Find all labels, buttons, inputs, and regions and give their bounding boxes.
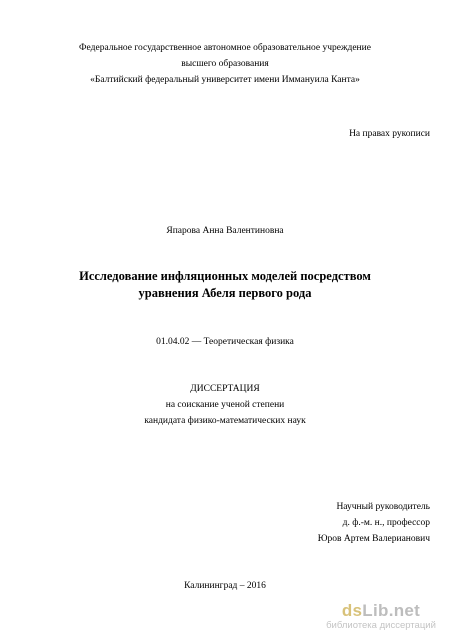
institution-line-1: Федеральное государственное автономное образовательное учреждение xyxy=(79,43,371,53)
supervisor-line-1: Научный руководитель xyxy=(336,502,430,512)
institution-line-3: «Балтийский федеральный университет имени Иммануила Канта» xyxy=(90,75,360,85)
degree-line-2: на соискание ученой степени xyxy=(165,400,285,410)
supervisor-block xyxy=(318,499,430,547)
specialty-code: 01.04.02 — Теоретическая физика xyxy=(156,337,294,347)
supervisor-line-3: Юров Артем Валерианович xyxy=(317,534,430,544)
institution-line-2: высшего образования xyxy=(181,59,269,69)
title-line-1: Исследование инфляционных моделей посредством xyxy=(79,269,371,283)
title-line-2: уравнения Абеля первого рода xyxy=(138,286,312,300)
dslib-tagline: библиотека диссертаций xyxy=(326,620,436,631)
institution-header xyxy=(0,40,450,88)
degree-block xyxy=(0,381,450,429)
degree-line-1: ДИССЕРТАЦИЯ xyxy=(190,384,260,394)
dslib-logo: dsLib.net xyxy=(341,601,421,620)
supervisor-line-2: д. ф.-м. н., профессор xyxy=(342,518,430,528)
city-year: Калининград – 2016 xyxy=(184,581,266,591)
dslib-watermark xyxy=(326,602,436,631)
author-name: Япарова Анна Валентиновна xyxy=(166,226,284,236)
rights-note: На правах рукописи xyxy=(349,129,430,139)
degree-line-3: кандидата физико-математических наук xyxy=(144,416,306,426)
dissertation-title xyxy=(0,268,450,302)
